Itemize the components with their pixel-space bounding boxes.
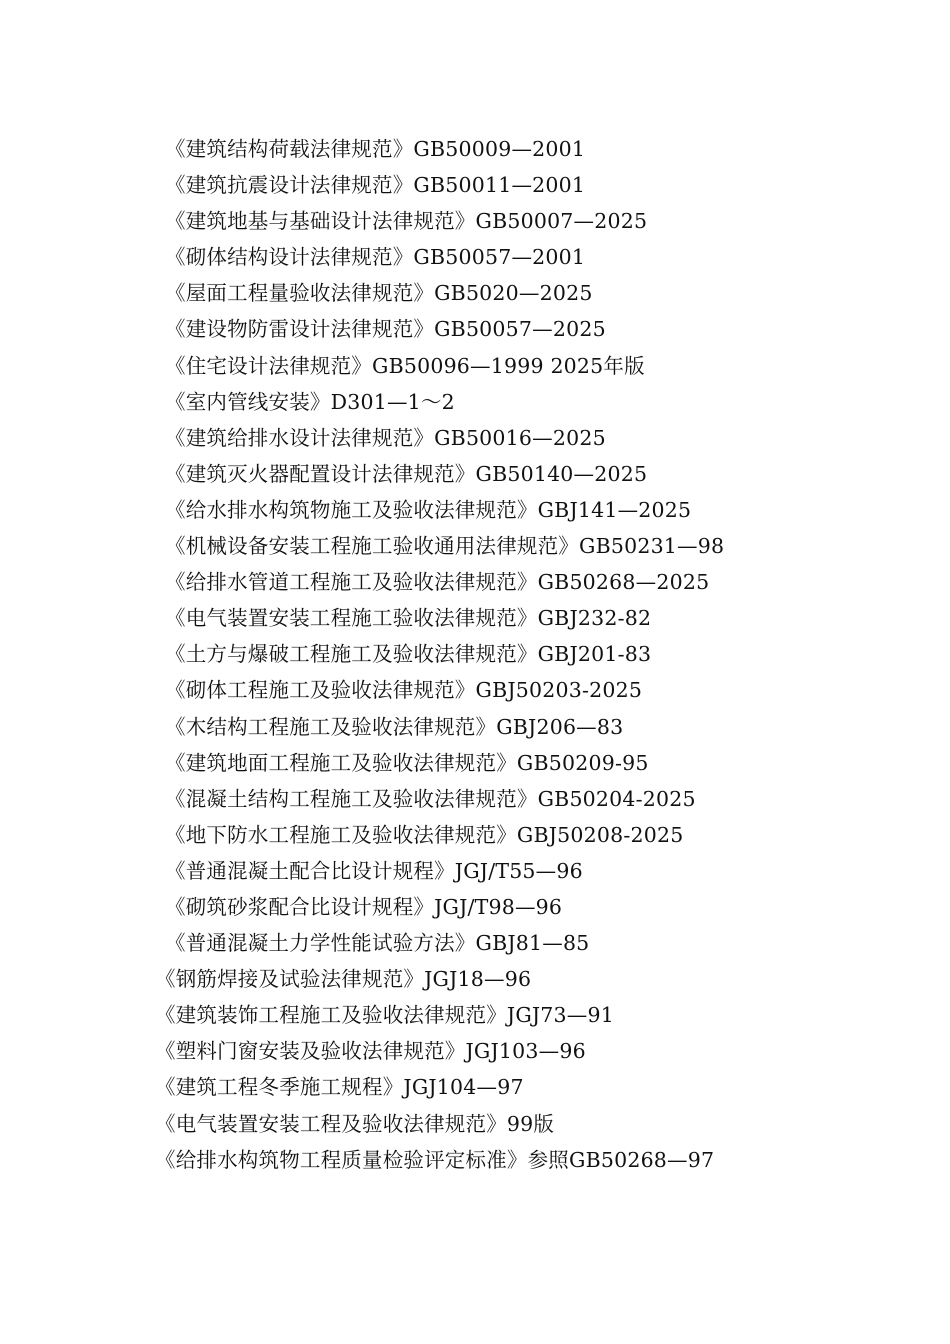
standard-line: 《电气装置安装工程及验收法律规范》99版 — [155, 1111, 555, 1136]
standard-line: 《木结构工程施工及验收法律规范》GBJ206—83 — [165, 714, 624, 739]
standard-line: 《混凝土结构工程施工及验收法律规范》GB50204-2025 — [165, 786, 696, 811]
standard-line: 《砌体工程施工及验收法律规范》GBJ50203-2025 — [165, 678, 643, 703]
standard-line: 《住宅设计法律规范》GB50096—1999 2025年版 — [165, 353, 645, 378]
standard-line: 《建筑装饰工程施工及验收法律规范》JGJ73—91 — [155, 1003, 614, 1028]
standard-line: 《建筑抗震设计法律规范》GB50011—2001 — [165, 173, 586, 198]
standard-line: 《室内管线安装》D301—1～2 — [165, 389, 455, 414]
standard-line: 《建筑给排水设计法律规范》GB50016—2025 — [165, 425, 606, 450]
standard-line: 《给排水管道工程施工及验收法律规范》GB50268—2025 — [165, 570, 710, 595]
standard-line: 《屋面工程量验收法律规范》GB5020—2025 — [165, 281, 593, 306]
standard-line: 《建设物防雷设计法律规范》GB50057—2025 — [165, 317, 606, 342]
standard-line: 《机械设备安装工程施工验收通用法律规范》GB50231—98 — [165, 534, 725, 559]
standard-line: 《建筑地基与基础设计法律规范》GB50007—2025 — [165, 209, 648, 234]
standard-line: 《给水排水构筑物施工及验收法律规范》GBJ141—2025 — [165, 497, 692, 522]
standard-line: 《建筑地面工程施工及验收法律规范》GB50209-95 — [165, 750, 649, 775]
standard-line: 《给排水构筑物工程质量检验评定标准》参照GB50268—97 — [155, 1147, 715, 1172]
standard-line: 《普通混凝土力学性能试验方法》GBJ81—85 — [165, 931, 590, 956]
standard-line: 《砌筑砂浆配合比设计规程》JGJ/T98—96 — [165, 894, 563, 919]
standard-line: 《建筑工程冬季施工规程》JGJ104—97 — [155, 1075, 524, 1100]
standard-line: 《塑料门窗安装及验收法律规范》JGJ103—96 — [155, 1039, 586, 1064]
standard-line: 《普通混凝土配合比设计规程》JGJ/T55—96 — [165, 858, 583, 883]
standard-line: 《电气装置安装工程施工验收法律规范》GBJ232-82 — [165, 606, 652, 631]
standard-line: 《建筑结构荷载法律规范》GB50009—2001 — [165, 137, 586, 161]
standard-line: 《砌体结构设计法律规范》GB50057—2001 — [165, 245, 586, 270]
standard-line: 《钢筋焊接及试验法律规范》JGJ18—96 — [155, 967, 532, 992]
standards-list — [0, 131, 950, 1178]
standard-line: 《地下防水工程施工及验收法律规范》GBJ50208-2025 — [165, 822, 684, 847]
standard-line: 《土方与爆破工程施工及验收法律规范》GBJ201-83 — [165, 642, 652, 667]
standard-line: 《建筑灭火器配置设计法律规范》GB50140—2025 — [165, 461, 648, 486]
